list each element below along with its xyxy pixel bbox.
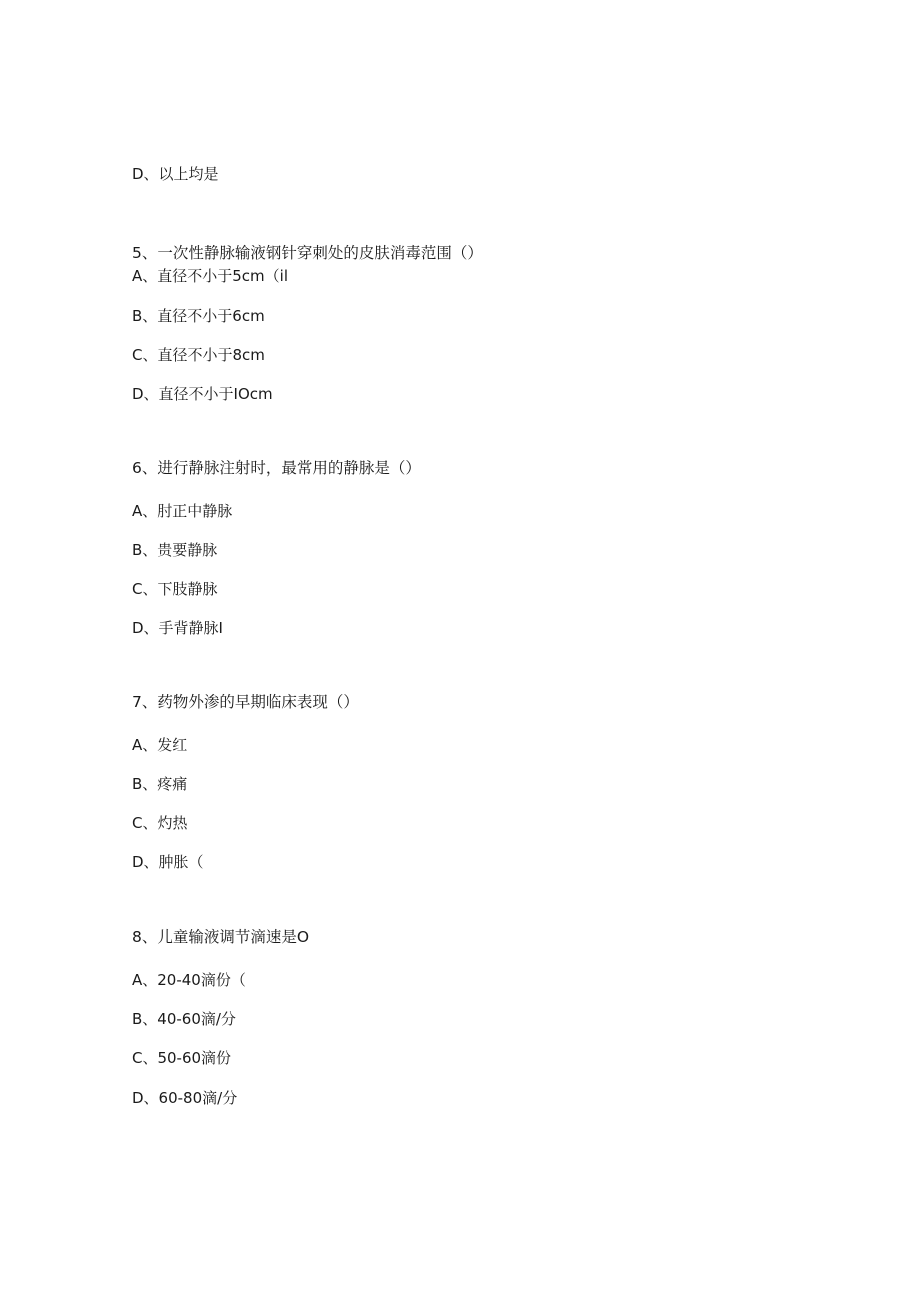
- question-7-option-d: D、肿胀（: [132, 853, 204, 871]
- question-8-option-c: C、50-60滴份: [132, 1049, 232, 1067]
- question-6-option-a: A、肘正中静脉: [132, 502, 233, 520]
- question-6-option-c: C、下肢静脉: [132, 580, 218, 598]
- question-7-stem: 7、药物外渗的早期临床表现（）: [132, 693, 359, 711]
- question-5-stem: 5、一次性静脉输液钢针穿刺处的皮肤消毒范围（）: [132, 244, 483, 262]
- option-d-previous-question: D、以上均是: [132, 165, 219, 183]
- question-7-option-a: A、发红: [132, 736, 188, 754]
- question-8-option-b: B、40-60滴/分: [132, 1010, 236, 1028]
- question-8-stem: 8、儿童输液调节滴速是O: [132, 928, 310, 946]
- question-5-option-b: B、直径不小于6cm: [132, 307, 265, 325]
- question-8-option-a: A、20-40滴份（: [132, 971, 246, 989]
- question-8-option-d: D、60-80滴/分: [132, 1089, 238, 1107]
- question-6-stem: 6、进行静脉注射时，最常用的静脉是（）: [132, 459, 421, 477]
- question-5-option-d: D、直径不小于IOcm: [132, 385, 273, 403]
- question-6-option-b: B、贵要静脉: [132, 541, 218, 559]
- question-5-option-a: A、直径不小于5cm（il: [132, 267, 288, 285]
- question-7-option-c: C、灼热: [132, 814, 188, 832]
- question-7-option-b: B、疼痛: [132, 775, 188, 793]
- question-6-option-d: D、手背静脉I: [132, 619, 223, 637]
- question-5-option-c: C、直径不小于8cm: [132, 346, 265, 364]
